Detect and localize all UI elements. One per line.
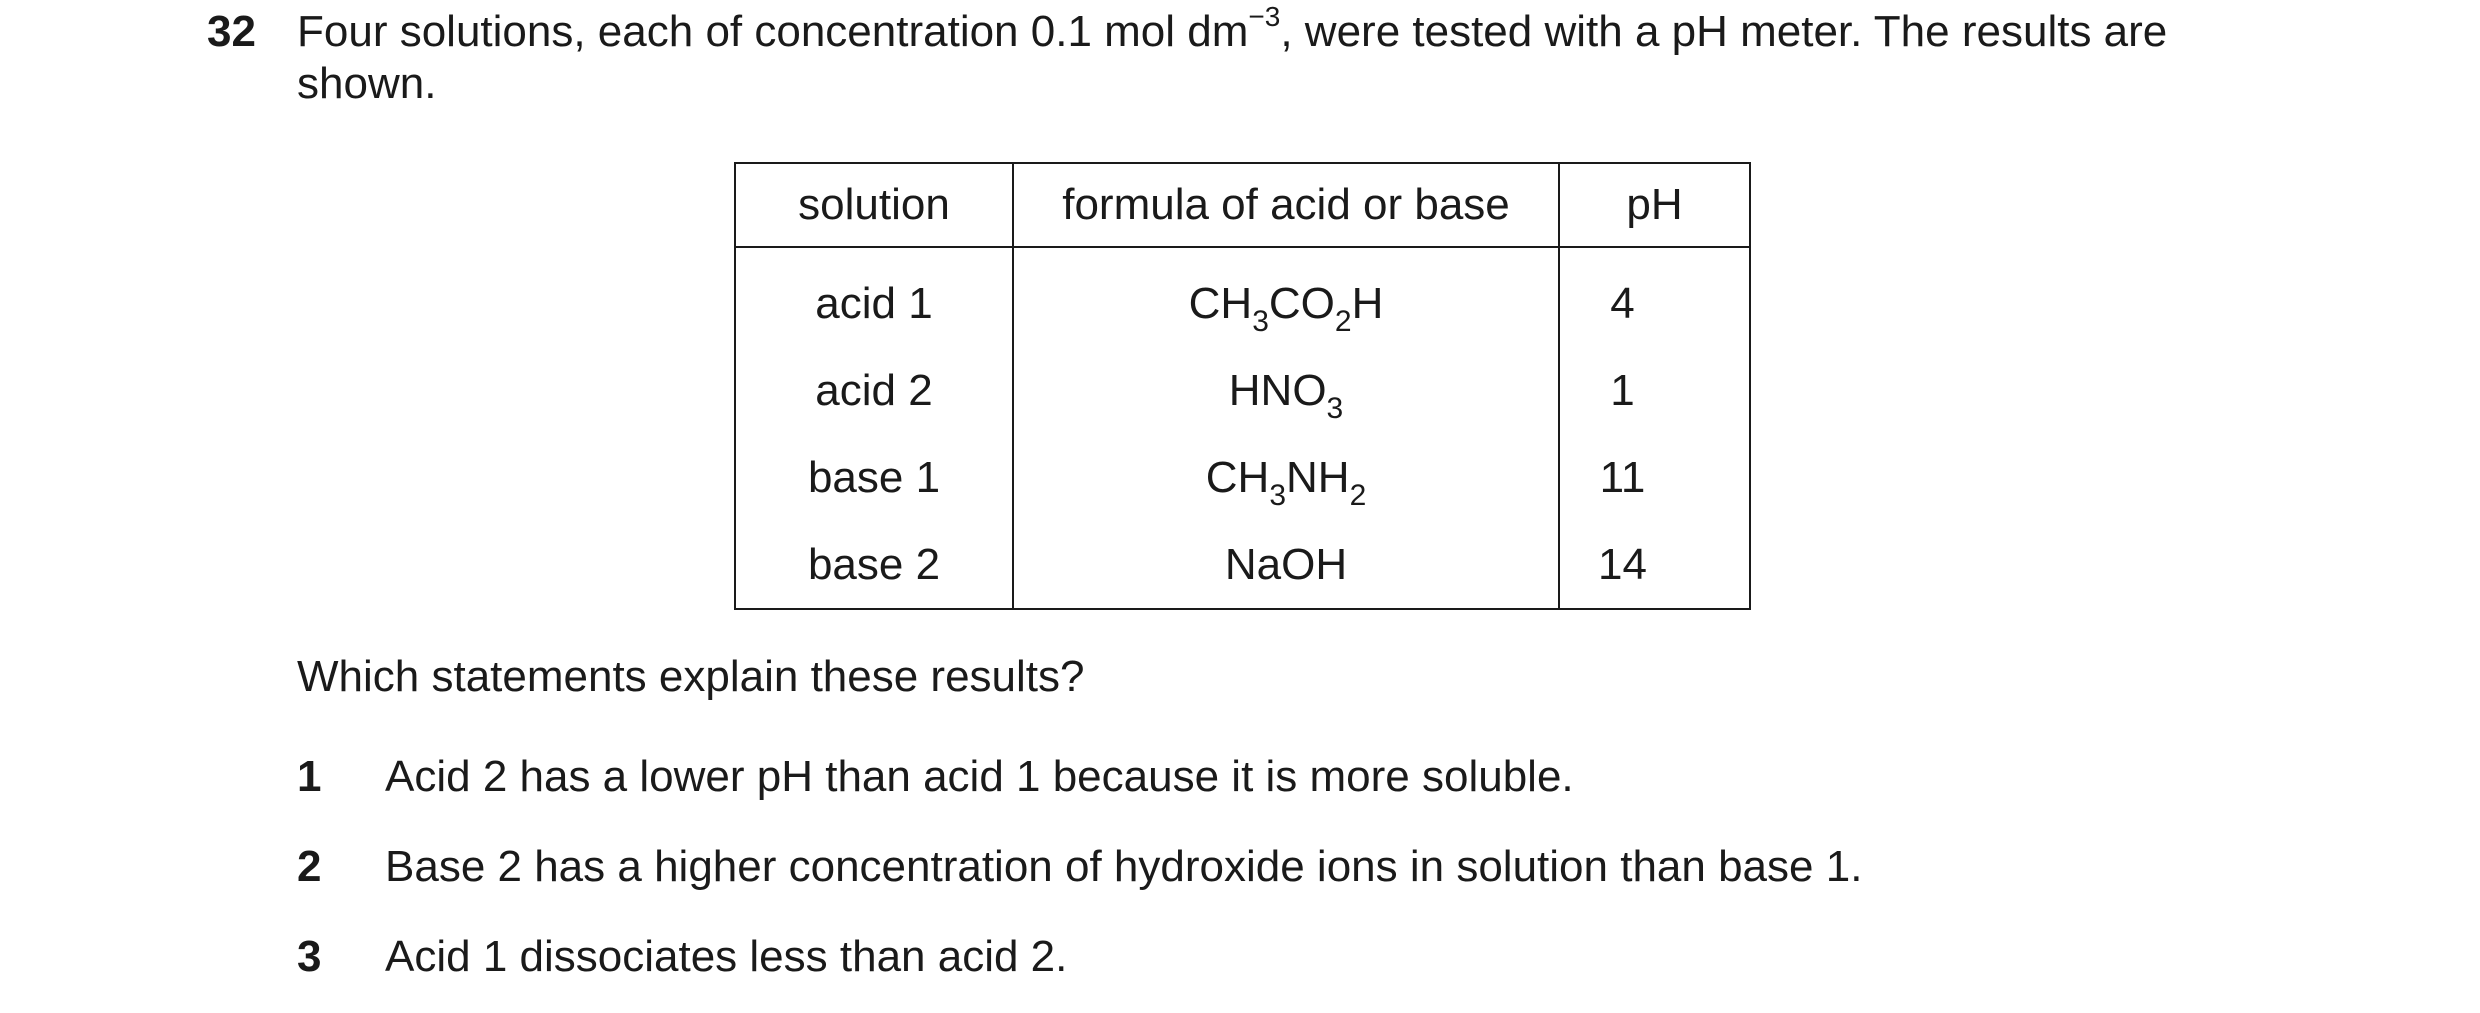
concentration-exponent: −3 bbox=[1248, 1, 1281, 33]
question-stem-line-2: shown. bbox=[297, 59, 437, 108]
cell-ph: 14 bbox=[1559, 521, 1750, 609]
question-stem-text-2: , were tested with a pH meter. The results are bbox=[1280, 7, 2168, 56]
cell-formula: $HNO_3$ bbox=[1013, 347, 1559, 434]
table-row bbox=[735, 434, 1750, 521]
question-stem-text-1: Four solutions, each of concentration 0.1 mol dm bbox=[297, 7, 1249, 56]
header-ph: pH bbox=[1559, 163, 1750, 247]
cell-solution: base 1 bbox=[735, 434, 1013, 521]
table-row bbox=[735, 347, 1750, 434]
cell-formula: $CH_3NH_2$ bbox=[1013, 434, 1559, 521]
cell-formula: NaOH bbox=[1013, 521, 1559, 609]
question-number: 32 bbox=[207, 7, 256, 56]
cell-solution: acid 1 bbox=[735, 247, 1013, 347]
statement-1 bbox=[297, 751, 2197, 803]
statement-number: 3 bbox=[297, 932, 322, 981]
cell-ph: 1 bbox=[1559, 347, 1750, 434]
header-solution: solution bbox=[735, 163, 1013, 247]
cell-ph: 11 bbox=[1559, 434, 1750, 521]
table-row bbox=[735, 247, 1750, 347]
question-prompt: Which statements explain these results? bbox=[297, 652, 1085, 701]
cell-solution: acid 2 bbox=[735, 347, 1013, 434]
cell-solution: base 2 bbox=[735, 521, 1013, 609]
results-table bbox=[734, 162, 1751, 610]
statement-3 bbox=[297, 931, 2197, 983]
statement-text: Acid 1 dissociates less than acid 2. bbox=[385, 932, 1068, 981]
table-row bbox=[735, 521, 1750, 609]
table-header-row bbox=[735, 163, 1750, 247]
statement-text: Acid 2 has a lower pH than acid 1 because it is more soluble. bbox=[385, 752, 1574, 801]
statement-number: 1 bbox=[297, 752, 322, 801]
question-stem bbox=[297, 1, 2297, 110]
cell-formula: $CH_3CO_2H$ bbox=[1013, 247, 1559, 347]
statement-text: Base 2 has a higher concentration of hydroxide ions in solution than base 1. bbox=[385, 842, 1863, 891]
cell-ph: 4 bbox=[1559, 247, 1750, 347]
statement-number: 2 bbox=[297, 842, 322, 891]
statement-2 bbox=[297, 841, 2197, 893]
header-formula: formula of acid or base bbox=[1013, 163, 1559, 247]
